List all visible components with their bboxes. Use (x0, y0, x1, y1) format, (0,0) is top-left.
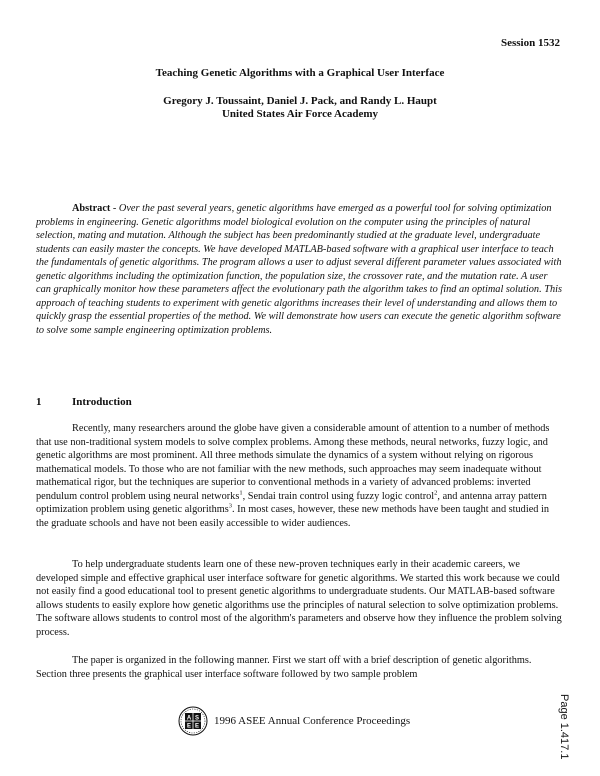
abstract-text: - Over the past several years, genetic algorithms have emerged as a powerful tool for solving optimization problems in engineering. Genetic algorithms model biological evolution on the computer using the principles of natural selection, mating and mutation. Although the subject has been predominantly studied at the graduate level, undergraduate students can easily master the concepts. We have developed MATLAB-based software with a graphical user interface to teach the fundamentals of genetic algorithms. The program allows a user to adjust several different parameter values associated with genetic algorithms including the optimization function, the population size, the crossover rate, and the mutation rate. A user can graphically monitor how these parameters affect the evolutionary path the algorithm takes to find an optimal solution. This approach of teaching students to experiment with genetic algorithms increases their level of understanding and allows them to quickly grasp the essential properties of the method. We will demonstrate how users can execute the genetic algorithm software to solve some sample engineering optimization problems. (36, 203, 562, 336)
logo-letter-s: S (194, 715, 200, 722)
abstract-label: Abstract (72, 203, 111, 214)
logo-letter-e1: E (186, 723, 192, 730)
reference-1: 1 (239, 489, 243, 497)
page-number: Page 1.417.1 (558, 694, 570, 760)
para1-text-c: , and antenna array pattern optimization problem using genetic algorithms (36, 490, 547, 515)
logo-letter-e2: E (194, 723, 200, 730)
authors: Gregory J. Toussaint, Daniel J. Pack, and Randy L. Haupt (163, 95, 437, 107)
para3-text: The paper is organized in the following manner. First we start off with a brief description of genetic algorithms. Section three presents the graphical user interface software followed by two sample problem (36, 655, 532, 680)
footer-text: 1996 ASEE Annual Conference Proceedings (214, 715, 411, 727)
reference-2: 2 (434, 489, 438, 497)
section-heading (36, 396, 132, 408)
para1-text-d: . In most cases, however, these new methods have been taught and studied in the graduate schools and have not been easily accessible to wider audiences. (36, 504, 549, 529)
intro-paragraph-3 (36, 654, 564, 681)
section-number: 1 (36, 396, 42, 408)
reference-3: 3 (228, 502, 232, 510)
abstract (36, 202, 564, 337)
asee-logo (178, 706, 208, 736)
affiliation: United States Air Force Academy (221, 108, 378, 120)
para1-text-a: Recently, many researchers around the globe have given a considerable amount of attention to a number of methods that use non-traditional system models to solve complex problems. Among these methods, neural networks, fuzzy logic, and genetic algorithms are most prominent. All three methods simulate the dynamics of a system without relying on rigorous mathematical models. To those who are not familiar with the new methods, such approaches may seem inadequate without mathematical rigor, but the techniques are superior to conventional methods in a variety of advanced problems: inverted pendulum control problem using neural networks (36, 423, 550, 502)
intro-paragraph-2 (36, 558, 564, 639)
intro-paragraph-1 (36, 422, 564, 530)
logo-letter-a: A (186, 715, 192, 722)
para2-text: To help undergraduate students learn one of these new-proven techniques early in their academic careers, we developed simple and effective graphical user interface software for genetic algorithms. We started this work because we could not easily find a good educational tool to present genetic algorithms to undergraduate students. Our MATLAB-based software allows students to easily explore how genetic algorithms use the principles of natural selection to solve optimization problems. The software allows students to control most of the algorithm's parameters and observe how they influence the problem solving process. (36, 559, 562, 638)
section-title: Introduction (72, 396, 132, 408)
para1-text-b: , Sendai train control using fuzzy logic control (242, 490, 435, 502)
session-number: Session 1532 (501, 37, 560, 49)
footer (178, 706, 410, 736)
paper-title: Teaching Genetic Algorithms with a Graphical User Interface (155, 67, 445, 79)
